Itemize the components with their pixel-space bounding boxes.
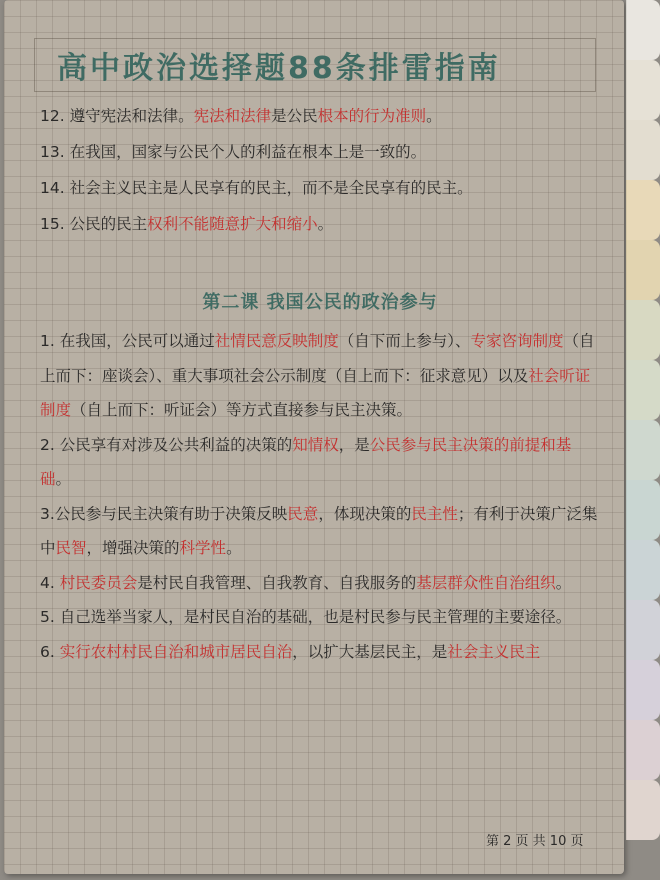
list-item xyxy=(40,170,600,206)
side-tab[interactable] xyxy=(626,240,660,300)
body-text: ；有利于决策广泛集中 xyxy=(40,504,598,557)
highlight-text: 实行农村村民自治和城市居民自治 xyxy=(59,642,293,661)
list-item xyxy=(40,98,600,134)
list-item xyxy=(40,134,600,170)
list-item xyxy=(40,635,600,670)
highlight-text: 权利不能随意扩大和缩小 xyxy=(147,215,318,233)
content-area xyxy=(40,98,600,669)
list-item xyxy=(40,566,600,601)
body-text: 。 xyxy=(426,107,442,125)
body-text: ，增强决策的 xyxy=(86,539,180,557)
body-text: 4. xyxy=(40,573,60,592)
highlight-text: 基层群众性自治组织 xyxy=(416,573,556,592)
section-title: 第二课 我国公民的政治参与 xyxy=(202,292,438,313)
body-text: 6. xyxy=(40,642,60,661)
side-tab[interactable] xyxy=(626,180,660,240)
body-text: （自上而下：听证会）等方式直接参与民主决策。 xyxy=(71,401,413,419)
highlight-text: 根本的行为准则 xyxy=(317,107,427,125)
highlight-text: 宪法和法律 xyxy=(193,107,272,125)
body-text: ，体现决策的 xyxy=(318,504,412,523)
highlight-text: 科学性 xyxy=(179,539,227,557)
side-tab[interactable] xyxy=(626,540,660,600)
highlight-text: 民意 xyxy=(287,504,319,523)
body-text: ，以扩大基层民主，是 xyxy=(292,642,448,661)
list-item xyxy=(40,324,600,428)
highlight-text: 民智 xyxy=(55,539,87,557)
body-text: 是村民自我管理、自我教育、自我服务的 xyxy=(137,573,417,592)
side-tab[interactable] xyxy=(626,120,660,180)
body-text: 。 xyxy=(555,573,572,592)
side-tab[interactable] xyxy=(626,600,660,660)
body-text: 12. 遵守宪法和法律。 xyxy=(40,107,194,125)
spacer xyxy=(40,242,600,288)
body-text: 。 xyxy=(226,539,242,557)
side-tab[interactable] xyxy=(626,480,660,540)
side-tab[interactable] xyxy=(626,0,660,60)
items-main-list xyxy=(40,324,600,669)
page-footer: 第 2 页 共 10 页 xyxy=(486,834,584,849)
spacer xyxy=(40,314,600,324)
body-text: 3.公民参与民主决策有助于决策反映 xyxy=(40,504,288,523)
body-text: 15. 公民的民主 xyxy=(40,215,148,233)
body-text: 1. 在我国，公民可以通过 xyxy=(40,332,215,350)
side-tab[interactable] xyxy=(626,780,660,840)
side-tab[interactable] xyxy=(626,720,660,780)
body-text: 。 xyxy=(317,215,334,233)
list-item xyxy=(40,497,600,566)
list-item xyxy=(40,428,600,497)
highlight-text: 社会主义民主 xyxy=(447,642,541,661)
body-text: 2. 公民享有对涉及公共利益的决策的 xyxy=(40,435,293,454)
body-text: （自下而上参与）、 xyxy=(338,332,471,350)
side-tab[interactable] xyxy=(626,660,660,720)
body-text: 。 xyxy=(55,470,72,488)
side-tabs xyxy=(626,0,660,880)
list-item xyxy=(40,206,600,242)
side-tab[interactable] xyxy=(626,60,660,120)
highlight-text: 民主性 xyxy=(411,504,458,523)
side-tab[interactable] xyxy=(626,300,660,360)
highlight-text: 村民委员会 xyxy=(59,573,138,592)
body-text: 13. 在我国，国家与公民个人的利益在根本上是一致的。 xyxy=(40,143,427,161)
list-item xyxy=(40,600,600,635)
page-title: 高中政治选择题88条排雷指南 xyxy=(57,51,501,86)
body-text: ，是 xyxy=(338,435,370,454)
notebook-page xyxy=(4,0,624,874)
side-tab[interactable] xyxy=(626,360,660,420)
side-tab[interactable] xyxy=(626,420,660,480)
title-box xyxy=(34,38,596,92)
highlight-text: 知情权 xyxy=(292,435,339,454)
highlight-text: 专家咨询制度 xyxy=(470,332,564,350)
highlight-text: 社情民意反映制度 xyxy=(214,332,339,350)
body-text: 14. 社会主义民主是人民享有的民主，而不是全民享有的民主。 xyxy=(40,179,473,197)
highlight-text: 社会听证制度 xyxy=(40,366,591,419)
body-text: （自上而下：座谈会）、重大事项社会公示制度（自上而下：征求意见）以及 xyxy=(40,332,595,385)
highlight-text: 公民参与民主决策的前提和基础 xyxy=(40,435,572,488)
items-top-list xyxy=(40,98,600,242)
body-text: 5. 自己选举当家人，是村民自治的基础，也是村民参与民主管理的主要途径。 xyxy=(40,608,572,626)
body-text: 是公民 xyxy=(271,107,318,125)
